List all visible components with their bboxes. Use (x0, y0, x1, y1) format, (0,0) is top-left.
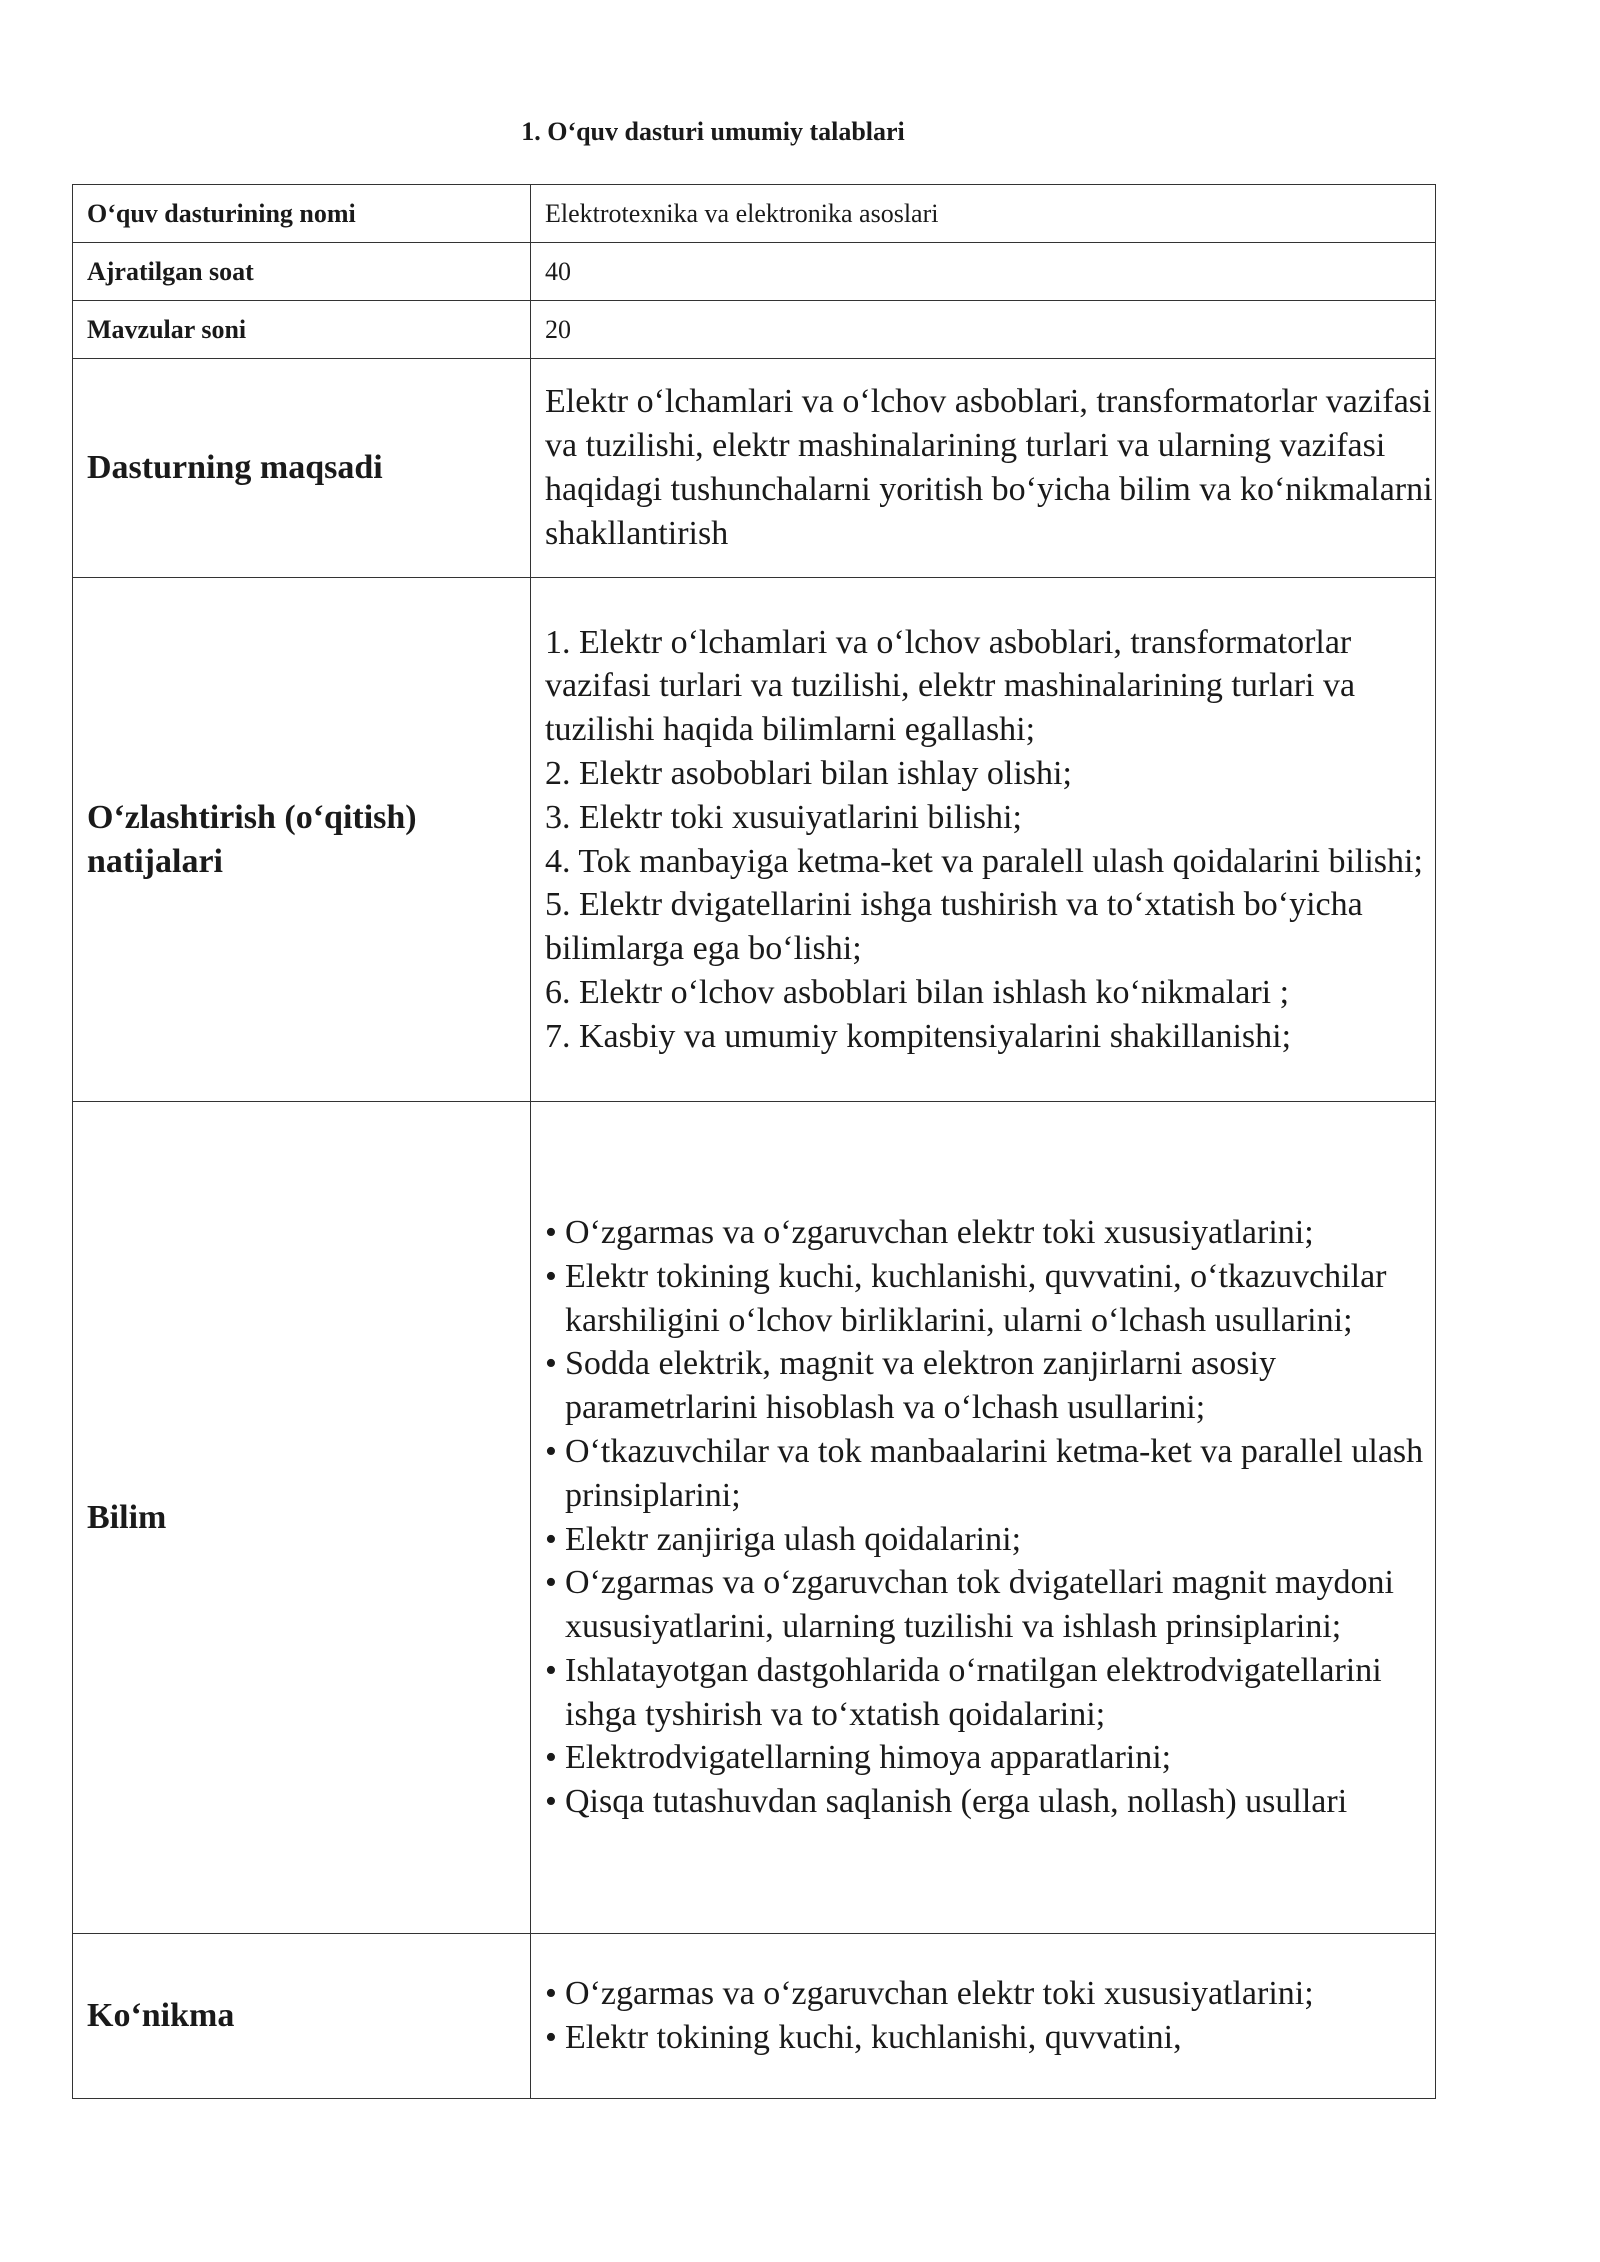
hours-label: Ajratilgan soat (73, 243, 531, 301)
table-row-program-name (73, 185, 1436, 243)
bullet-icon: • (545, 1783, 557, 1821)
outcomes-value (531, 578, 1436, 1102)
topics-value: 20 (531, 301, 1436, 359)
list-item-text: Sodda elektrik, magnit va elektron zanjirlarni asosiy parametrlarini hisoblash va o‘lchash usullarini; (565, 1345, 1276, 1427)
list-item-text: O‘tkazuvchilar va tok manbaalarini ketma-ket va parallel ulash prinsiplarini; (565, 1432, 1424, 1514)
list-item-text: Elektrodvigatellarning himoya apparatlarini; (565, 1739, 1172, 1777)
list-item (545, 1561, 1435, 1649)
konikma-list (545, 1972, 1435, 2060)
list-item-text: Elektr tokining kuchi, kuchlanishi, quvvatini, o‘tkazuvchilar karshiligini o‘lchov birliklarini, ularni o‘lchash usullarini; (565, 1257, 1387, 1339)
list-item: 6. Elektr o‘lchov asboblari bilan ishlash ko‘nikmalari ; (545, 973, 1290, 1011)
hours-value: 40 (531, 243, 1436, 301)
table-row-bilim (73, 1102, 1436, 1934)
requirements-table (72, 184, 1436, 2099)
bullet-icon: • (545, 1345, 557, 1383)
list-item (545, 1255, 1435, 1343)
purpose-value: Elektr o‘lchamlari va o‘lchov asboblari, transformatorlar vazifasi va tuzilishi, elektr mashinalarining turlari va ularning vazifasi haqidagi tushunchalarni yoritish bo‘yicha bilim va ko‘nikmalarni shakllantirish (531, 359, 1436, 578)
table-row-konikma (73, 1934, 1436, 2099)
bullet-icon: • (545, 1432, 557, 1470)
list-item-text: Ishlatayotgan dastgohlarida o‘rnatilgan elektrodvigatellarini ishga tyshirish va to‘xtatish qoidalarini; (565, 1651, 1382, 1733)
bullet-icon: • (545, 1975, 557, 2013)
table-row-hours (73, 243, 1436, 301)
list-item (545, 1430, 1435, 1518)
konikma-label: Ko‘nikma (73, 1934, 531, 2099)
list-item: 5. Elektr dvigatellarini ishga tushirish va to‘xtatish bo‘yicha bilimlarga ega bo‘lishi; (545, 886, 1363, 968)
bilim-list (545, 1211, 1435, 1824)
list-item: 4. Tok manbayiga ketma-ket va paralell ulash qoidalarini bilishi; (545, 842, 1423, 880)
bullet-icon: • (545, 1213, 557, 1251)
list-item (545, 1780, 1435, 1824)
list-item-text: O‘zgarmas va o‘zgaruvchan elektr toki xususiyatlarini; (565, 1213, 1314, 1251)
program-name-value: Elektrotexnika va elektronika asoslari (531, 185, 1436, 243)
program-name-label: O‘quv dasturining nomi (73, 185, 531, 243)
bilim-label: Bilim (73, 1102, 531, 1934)
bullet-icon: • (545, 2019, 557, 2056)
list-item (545, 1342, 1435, 1430)
list-item: 7. Kasbiy va umumiy kompitensiyalarini shakillanishi; (545, 1017, 1292, 1055)
page-title: 1. O‘quv dasturi umumiy talablari (521, 117, 905, 146)
bullet-icon: • (545, 1564, 557, 1602)
bullet-icon: • (545, 1651, 557, 1689)
bullet-icon: • (545, 1257, 557, 1295)
table-row-purpose (73, 359, 1436, 578)
list-item-text: Elektr zanjiriga ulash qoidalarini; (565, 1520, 1022, 1558)
list-item-text: O‘zgarmas va o‘zgaruvchan elektr toki xususiyatlarini; (565, 1975, 1314, 2013)
list-item (545, 1211, 1435, 1255)
bullet-icon: • (545, 1739, 557, 1777)
list-item-text: O‘zgarmas va o‘zgaruvchan tok dvigatellari magnit maydoni xususiyatlarini, ularning tuzilishi va ishlash prinsiplarini; (565, 1564, 1394, 1646)
outcomes-list (545, 621, 1435, 1059)
list-item-text: Qisqa tutashuvdan saqlanish (erga ulash, nollash) usullari (565, 1783, 1348, 1821)
purpose-label: Dasturning maqsadi (73, 359, 531, 578)
bullet-icon: • (545, 1520, 557, 1558)
list-item (545, 1736, 1435, 1780)
table-row-topics (73, 301, 1436, 359)
bilim-value (531, 1102, 1436, 1934)
konikma-value (531, 1934, 1436, 2099)
table-row-outcomes (73, 578, 1436, 1102)
list-item: 2. Elektr asoboblari bilan ishlay olishi; (545, 754, 1072, 792)
outcomes-label: O‘zlashtirish (o‘qitish) natijalari (73, 578, 531, 1102)
list-item (545, 1649, 1435, 1737)
list-item (545, 1972, 1435, 2016)
list-item: 1. Elektr o‘lchamlari va o‘lchov asboblari, transformatorlar vazifasi turlari va tuzilishi, elektr mashinalarining turlari va tuzilishi haqida bilimlarni egallashi; (545, 623, 1356, 749)
list-item: 3. Elektr toki xusuiyatlarini bilishi; (545, 798, 1022, 836)
list-item (545, 2016, 1435, 2060)
list-item-text: Elektr tokining kuchi, kuchlanishi, quvvatini, (565, 2019, 1182, 2056)
list-item (545, 1518, 1435, 1562)
topics-label: Mavzular soni (73, 301, 531, 359)
